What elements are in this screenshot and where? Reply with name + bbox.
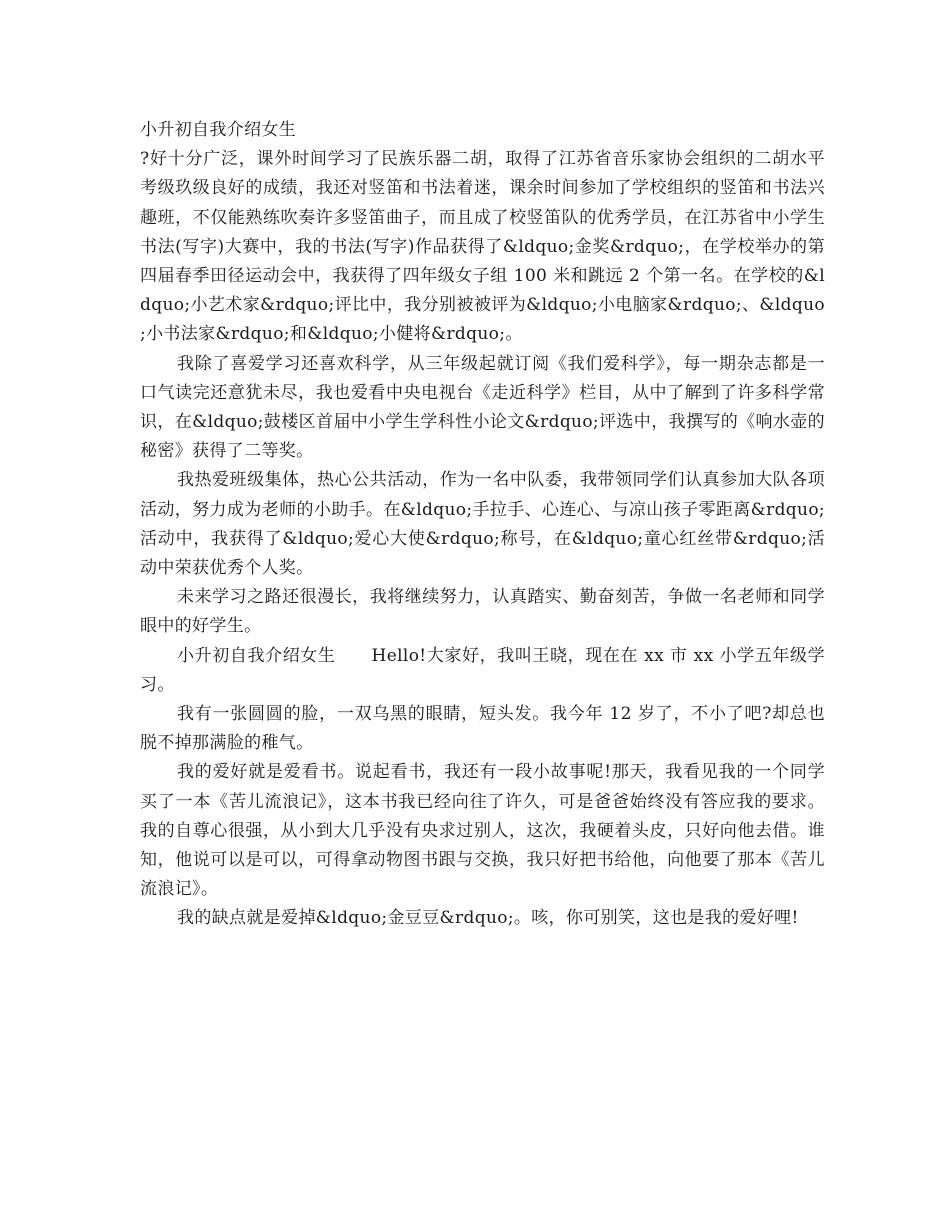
paragraph-second-intro: [140, 642, 825, 700]
document-title: 小升初自我介绍女生: [140, 120, 297, 140]
paragraph-science: 我除了喜爱学习还喜欢科学，从三年级起就订阅《我们爱科学》，每一期杂志都是一口气读完还意犹未尽，我也爱看中央电视台《走近科学》栏目，从中了解到了许多科学常识，在&ldquo;鼓楼区首届中小学生学科性小论文&rdquo;评选中，我撰写的《响水壶的秘密》获得了二等奖。: [140, 353, 825, 462]
paragraph-future: 未来学习之路还很漫长，我将继续努力，认真踏实、勤奋刻苦，争做一名老师和同学眼中的好学生。: [140, 587, 825, 637]
intro-text: Hello!大家好，我叫王晓，现在在 xx 市 xx 小学五年级学习。: [140, 645, 825, 695]
paragraph-appearance: 我有一张圆圆的脸，一双乌黑的眼睛，短头发。我今年 12 岁了，不小了吧?却总也脱不掉那满脸的稚气。: [140, 704, 825, 754]
document-body: [140, 116, 825, 934]
paragraph-shortcoming: 我的缺点就是爱掉&ldquo;金豆豆&rdquo;。咳，你可别笑，这也是我的爱好哩!: [177, 908, 799, 929]
paragraph-reading: 我的爱好就是爱看书。说起看书，我还有一段小故事呢!那天，我看见我的一个同学买了一本《苦儿流浪记》，这本书我已经向往了许久，可是爸爸始终没有答应我的要求。我的自尊心很强，从小到大几乎没有央求过别人，这次，我硬着头皮，只好向他去借。谁知，他说可以是可以，可得拿动物图书跟与交换，我只好把书给他，向他要了那本《苦儿流浪记》。: [140, 762, 825, 900]
section-heading: 小升初自我介绍女生: [177, 645, 336, 666]
paragraph-hobbies: ?好十分广泛，课外时间学习了民族乐器二胡，取得了江苏省音乐家协会组织的二胡水平考级玖级良好的成绩，我还对竖笛和书法着迷，课余时间参加了学校组织的竖笛和书法兴趣班，不仅能熟练吹奏许多竖笛曲子，而且成了校竖笛队的优秀学员，在江苏省中小学生书法(写字)大赛中，我的书法(写字)作品获得了&ldquo;金奖&rdquo;，在学校举办的第四届春季田径运动会中，我获得了四年级女子组 100 米和跳远 2 个第一名。在学校的&ldquo;小艺术家&rdquo;评比中，我分别被被评为&ldquo;小电脑家&rdquo;、&ldquo;小书法家&rdquo;和&ldquo;小健将&rdquo;。: [140, 149, 825, 345]
paragraph-class-activities: 我热爱班级集体，热心公共活动，作为一名中队委，我带领同学们认真参加大队各项活动，努力成为老师的小助手。在&ldquo;手拉手、心连心、与凉山孩子零距离&rdquo;活动中，我获得了&ldquo;爱心大使&rdquo;称号，在&ldquo;童心红丝带&rdquo;活动中荣获优秀个人奖。: [140, 470, 825, 579]
